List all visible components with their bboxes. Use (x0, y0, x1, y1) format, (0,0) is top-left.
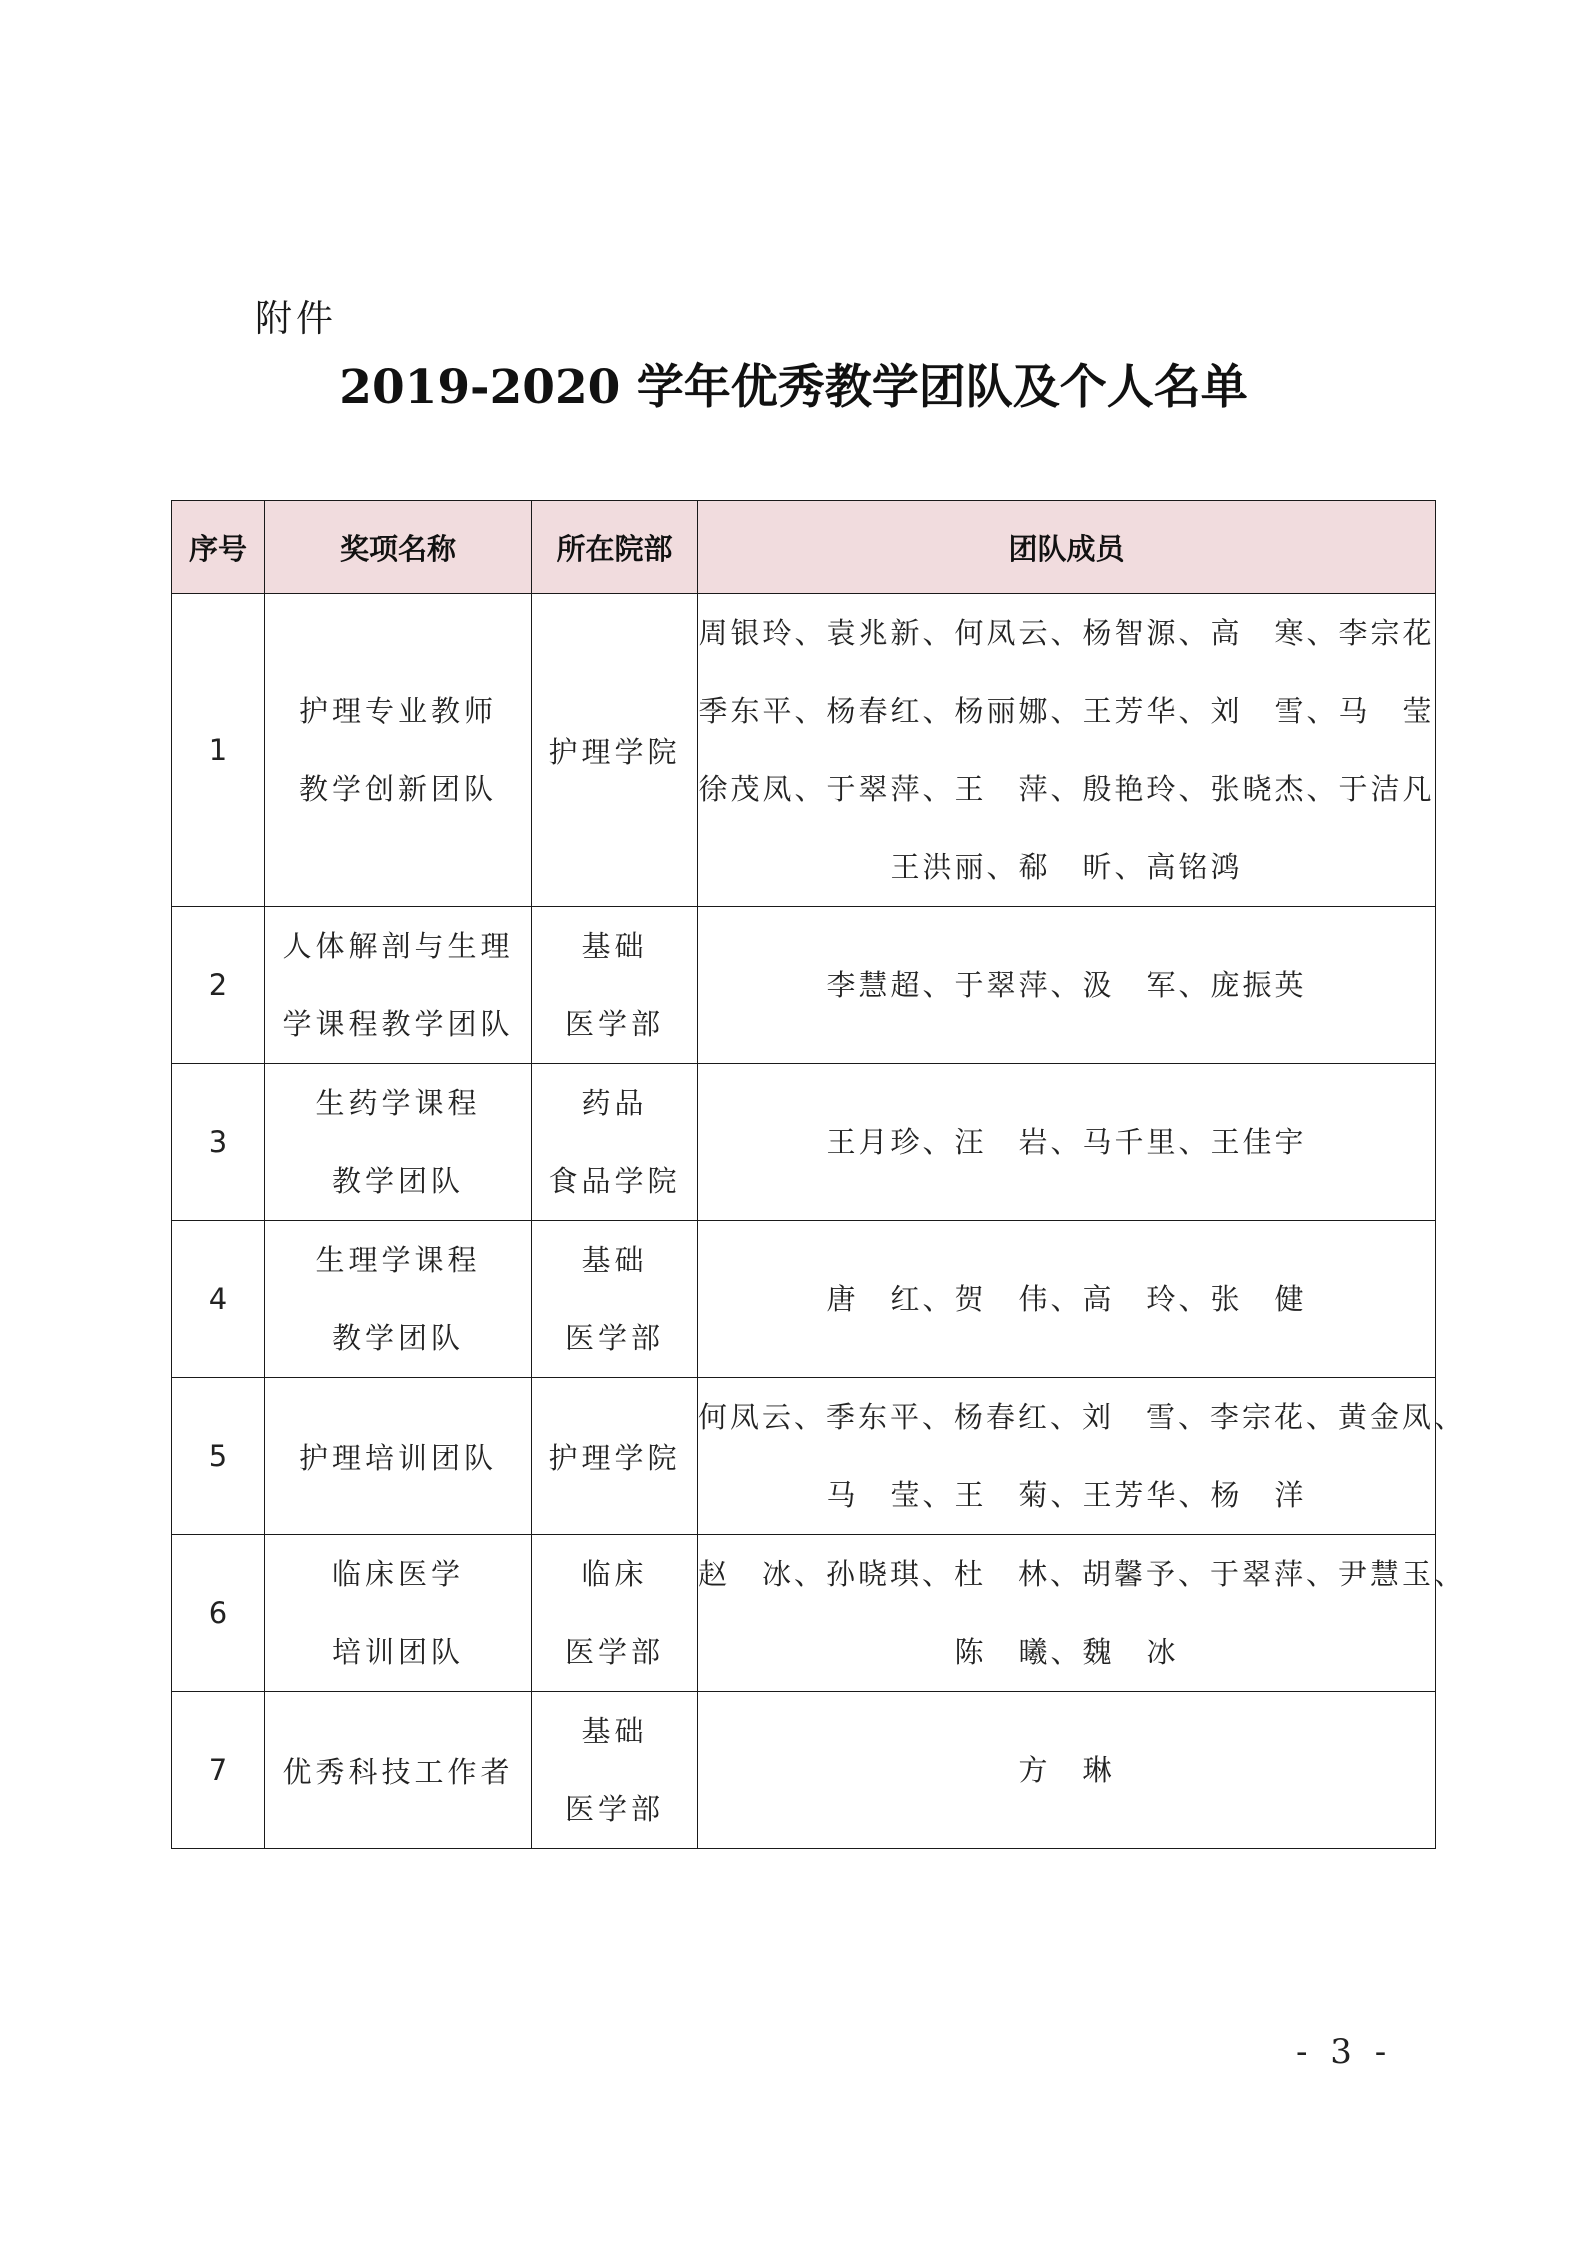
award-table (171, 500, 1467, 1849)
team-members (698, 1064, 1436, 1221)
award-name (265, 1064, 532, 1221)
department-line: 护理学院 (548, 734, 681, 769)
row-index: 5 (172, 1378, 265, 1535)
award-line: 学课程教学团队 (282, 1007, 514, 1041)
header-members: 团队成员 (698, 501, 1436, 594)
table-header-row (172, 501, 1436, 594)
members-line: 唐 红、贺 伟、高 玲、张 健 (826, 1282, 1307, 1316)
team-members (698, 1378, 1467, 1535)
team-members (698, 1692, 1436, 1849)
row-index: 7 (172, 1692, 265, 1849)
department (532, 1692, 698, 1849)
award-line: 优秀科技工作者 (282, 1754, 514, 1789)
header-department: 所在院部 (532, 501, 698, 594)
award-name (265, 1378, 532, 1535)
department-line: 医学部 (564, 1007, 664, 1041)
table-row (172, 1378, 1436, 1535)
table-row (172, 907, 1436, 1064)
department (532, 1378, 698, 1535)
members-line: 赵 冰、孙晓琪、杜 林、胡馨予、于翠萍、尹慧玉、 (698, 1557, 1467, 1591)
department-line: 医学部 (564, 1635, 664, 1669)
members-line: 陈 曦、魏 冰 (954, 1635, 1179, 1669)
department-line: 医学部 (564, 1792, 664, 1826)
department (532, 1221, 698, 1378)
department-line: 食品学院 (548, 1164, 681, 1198)
members-line: 周银玲、袁兆新、何凤云、杨智源、高 寒、李宗花 (698, 616, 1435, 650)
row-index: 3 (172, 1064, 265, 1221)
table-row (172, 1692, 1436, 1849)
department (532, 594, 698, 907)
row-index: 4 (172, 1221, 265, 1378)
table-row (172, 1221, 1436, 1378)
award-line: 护理专业教师 (298, 694, 497, 728)
award-line: 临床医学 (331, 1557, 464, 1591)
award-line: 教学创新团队 (298, 772, 497, 806)
department-line: 药品 (581, 1086, 648, 1120)
team-members (698, 907, 1436, 1064)
award-name (265, 594, 532, 907)
header-award: 奖项名称 (265, 501, 532, 594)
award-name (265, 1221, 532, 1378)
members-line: 王洪丽、郗 昕、高铭鸿 (890, 850, 1243, 884)
team-members (698, 1221, 1436, 1378)
members-line: 何凤云、季东平、杨春红、刘 雪、李宗花、黄金凤、 (698, 1400, 1467, 1434)
page-number: - 3 - (1296, 2032, 1393, 2072)
team-members (698, 594, 1436, 907)
award-line: 护理培训团队 (298, 1440, 497, 1475)
department-line: 临床 (581, 1557, 648, 1591)
department-line: 基础 (581, 1714, 648, 1748)
members-line: 徐茂凤、于翠萍、王 萍、殷艳玲、张晓杰、于洁凡 (698, 772, 1435, 806)
header-index: 序号 (172, 501, 265, 594)
members-line: 季东平、杨春红、杨丽娜、王芳华、刘 雪、马 莹 (698, 694, 1435, 728)
table-row (172, 1535, 1436, 1692)
award-line: 生理学课程 (315, 1243, 481, 1277)
members-line: 王月珍、汪 岩、马千里、王佳宇 (826, 1125, 1307, 1159)
award-line: 培训团队 (331, 1635, 464, 1669)
attachment-label: 附件 (255, 297, 337, 340)
row-index: 2 (172, 907, 265, 1064)
department (532, 1535, 698, 1692)
award-name (265, 1692, 532, 1849)
department-line: 基础 (581, 1243, 648, 1277)
document-title: 2019-2020 学年优秀教学团队及个人名单 (339, 360, 1248, 415)
award-line: 教学团队 (331, 1321, 464, 1355)
award-line: 生药学课程 (315, 1086, 481, 1120)
department-line: 护理学院 (548, 1440, 681, 1475)
table-row (172, 594, 1436, 907)
award-line: 教学团队 (331, 1164, 464, 1198)
department (532, 1064, 698, 1221)
members-line: 马 莹、王 菊、王芳华、杨 洋 (826, 1478, 1307, 1512)
members-line: 李慧超、于翠萍、汲 军、庞振英 (826, 968, 1307, 1002)
award-name (265, 907, 532, 1064)
award-name (265, 1535, 532, 1692)
department-line: 医学部 (564, 1321, 664, 1355)
members-line: 方 琳 (1018, 1753, 1115, 1787)
table-row (172, 1064, 1436, 1221)
team-members (698, 1535, 1467, 1692)
award-line: 人体解剖与生理 (282, 929, 514, 963)
department (532, 907, 698, 1064)
row-index: 1 (172, 594, 265, 907)
department-line: 基础 (581, 929, 648, 963)
row-index: 6 (172, 1535, 265, 1692)
